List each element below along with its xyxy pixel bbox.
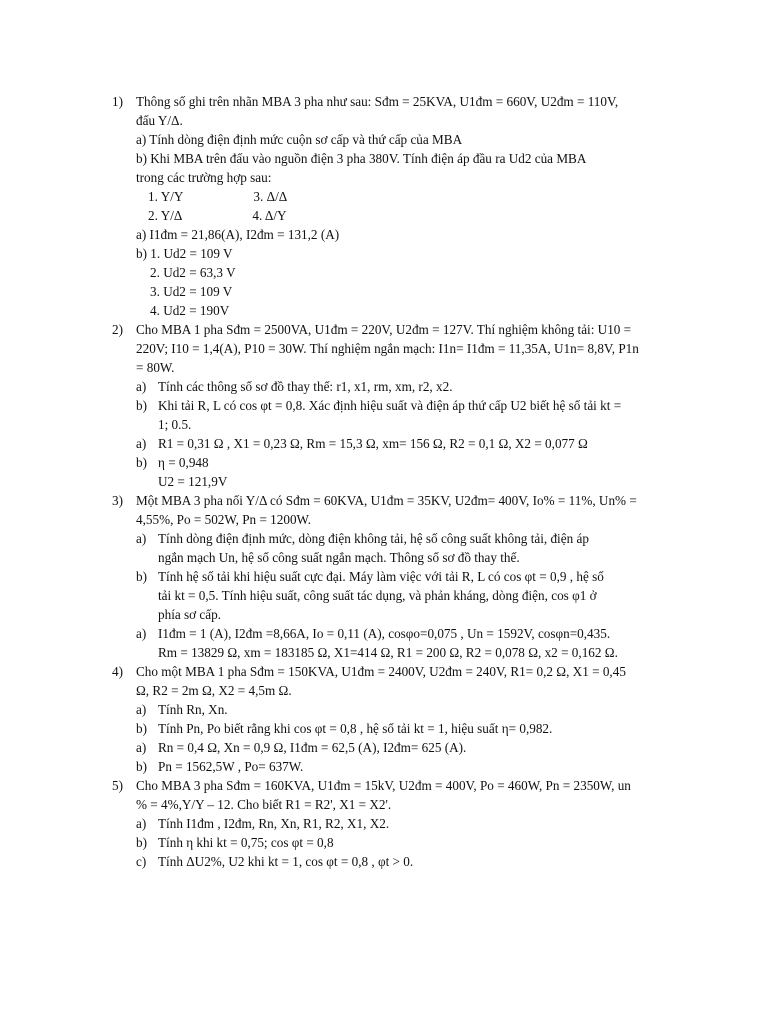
question-b: b) Khi tải R, L có cos φt = 0,8. Xác định hiệu suất và điện áp thứ cấp U2 biết hệ số tải kt = xyxy=(136,398,622,413)
question-b: b) Tính Pn, Po biết rằng khi cos φt = 0,8 , hệ số tải kt = 1, hiệu suất η= 0,982. xyxy=(136,721,553,736)
problem-4-line-2: Ω, R2 = 2m Ω, X2 = 4,5m Ω. xyxy=(136,683,292,698)
problem-number: 4) xyxy=(112,664,123,679)
problem-3-line-1: 3) Một MBA 3 pha nối Y/Δ có Sđm = 60KVA, U1đm = 35KV, U2đm= 400V, Io% = 11%, Un% = xyxy=(112,493,637,508)
problem-1-line-1: 1) Thông số ghi trên nhãn MBA 3 pha như sau: Sđm = 25KVA, U1đm = 660V, U2đm = 110V, xyxy=(112,94,619,109)
answer-b: b) Pn = 1562,5W , Po= 637W. xyxy=(136,759,304,774)
problem-1-line-2: đấu Y/Δ. xyxy=(136,113,183,128)
problem-number: 5) xyxy=(112,778,123,793)
problem-2 xyxy=(112,320,668,491)
question-a: a) Tính Rn, Xn. xyxy=(136,702,228,717)
problem-list xyxy=(112,92,668,871)
problem-5-line-1: 5) Cho MBA 3 pha Sđm = 160KVA, U1đm = 15kV, U2đm = 400V, Po = 460W, Pn = 2350W, un xyxy=(112,778,631,793)
answer-b-1: b) 1. Ud2 = 109 V xyxy=(136,246,233,261)
answer-b-4: 4. Ud2 = 190V xyxy=(150,303,230,318)
question-a-cont: ngắn mạch Un, hệ số công suất ngắn mạch. Thông số sơ đồ thay thế. xyxy=(158,550,520,565)
problem-1-part-a: a) Tính dòng điện định mức cuộn sơ cấp và thứ cấp của MBA xyxy=(136,132,463,147)
answer-b-3: 3. Ud2 = 109 V xyxy=(150,284,233,299)
problem-2-line-2: 220V; I10 = 1,4(A), P10 = 30W. Thí nghiệm ngắn mạch: I1n= I1đm = 11,35A, U1n= 8,8V, P1n xyxy=(136,341,639,356)
question-b-cont-2: phía sơ cấp. xyxy=(158,607,222,622)
problem-1 xyxy=(112,92,668,320)
problem-4 xyxy=(112,662,668,776)
answer-b: b) η = 0,948 xyxy=(136,455,209,470)
answer-a-cont: Rm = 13829 Ω, xm = 183185 Ω, X1=414 Ω, R1 = 200 Ω, R2 = 0,078 Ω, x2 = 0,162 Ω. xyxy=(158,645,618,660)
problem-2-line-1: 2) Cho MBA 1 pha Sđm = 2500VA, U1đm = 220V, U2đm = 127V. Thí nghiệm không tải: U10 = xyxy=(112,322,632,337)
problem-5 xyxy=(112,776,668,871)
answer-b-cont: U2 = 121,9V xyxy=(158,474,228,489)
answer-a: a) I1đm = 21,86(A), I2đm = 131,2 (A) xyxy=(136,227,340,242)
problem-1-part-b: b) Khi MBA trên đấu vào nguồn điện 3 pha 380V. Tính điện áp đầu ra Ud2 của MBA xyxy=(136,151,587,166)
question-a: a) Tính I1đm , I2đm, Rn, Xn, R1, R2, X1, X2. xyxy=(136,816,390,831)
problem-number: 2) xyxy=(112,322,123,337)
question-b: b) Tính η khi kt = 0,75; cos φt = 0,8 xyxy=(136,835,334,850)
case-row-2: 2. Y/Δ 4. Δ/Y xyxy=(148,208,287,223)
question-b-cont: 1; 0.5. xyxy=(158,417,192,432)
question-b: b) Tính hệ số tải khi hiệu suất cực đại. Máy làm việc với tải R, L có cos φt = 0,9 , hệ số xyxy=(136,569,604,584)
case-row-1: 1. Y/Y 3. Δ/Δ xyxy=(148,189,288,204)
question-a: a) Tính dòng điện định mức, dòng điện không tải, hệ số công suất không tải, điện áp xyxy=(136,531,589,546)
answer-b-2: 2. Ud2 = 63,3 V xyxy=(150,265,236,280)
problem-4-line-1: 4) Cho một MBA 1 pha Sđm = 150KVA, U1đm = 2400V, U2đm = 240V, R1= 0,2 Ω, X1 = 0,45 xyxy=(112,664,626,679)
problem-2-line-3: = 80W. xyxy=(136,360,175,375)
answer-a: a) I1đm = 1 (A), I2đm =8,66A, Io = 0,11 (A), cosφo=0,075 , Un = 1592V, cosφn=0,435. xyxy=(136,626,611,641)
question-b-cont-1: tải kt = 0,5. Tính hiệu suất, công suất tác dụng, và phản kháng, dòng điện, cos φ1 ở xyxy=(158,588,597,603)
problem-3-line-2: 4,55%, Po = 502W, Pn = 1200W. xyxy=(136,512,312,527)
answer-a: a) R1 = 0,31 Ω , X1 = 0,23 Ω, Rm = 15,3 Ω, xm= 156 Ω, R2 = 0,1 Ω, X2 = 0,077 Ω xyxy=(136,436,588,451)
answer-a: a) Rn = 0,4 Ω, Xn = 0,9 Ω, I1đm = 62,5 (A), I2đm= 625 (A). xyxy=(136,740,467,755)
problem-number: 3) xyxy=(112,493,123,508)
problem-number: 1) xyxy=(112,94,123,109)
problem-5-line-2: % = 4%,Y/Y – 12. Cho biết R1 = R2', X1 = X2'. xyxy=(136,797,392,812)
question-a: a) Tính các thông số sơ đồ thay thế: r1, x1, rm, xm, r2, x2. xyxy=(136,379,453,394)
problem-3 xyxy=(112,491,668,662)
problem-1-part-b-cont: trong các trường hợp sau: xyxy=(136,170,272,185)
question-c: c) Tính ΔU2%, U2 khi kt = 1, cos φt = 0,8 , φt > 0. xyxy=(136,854,414,869)
